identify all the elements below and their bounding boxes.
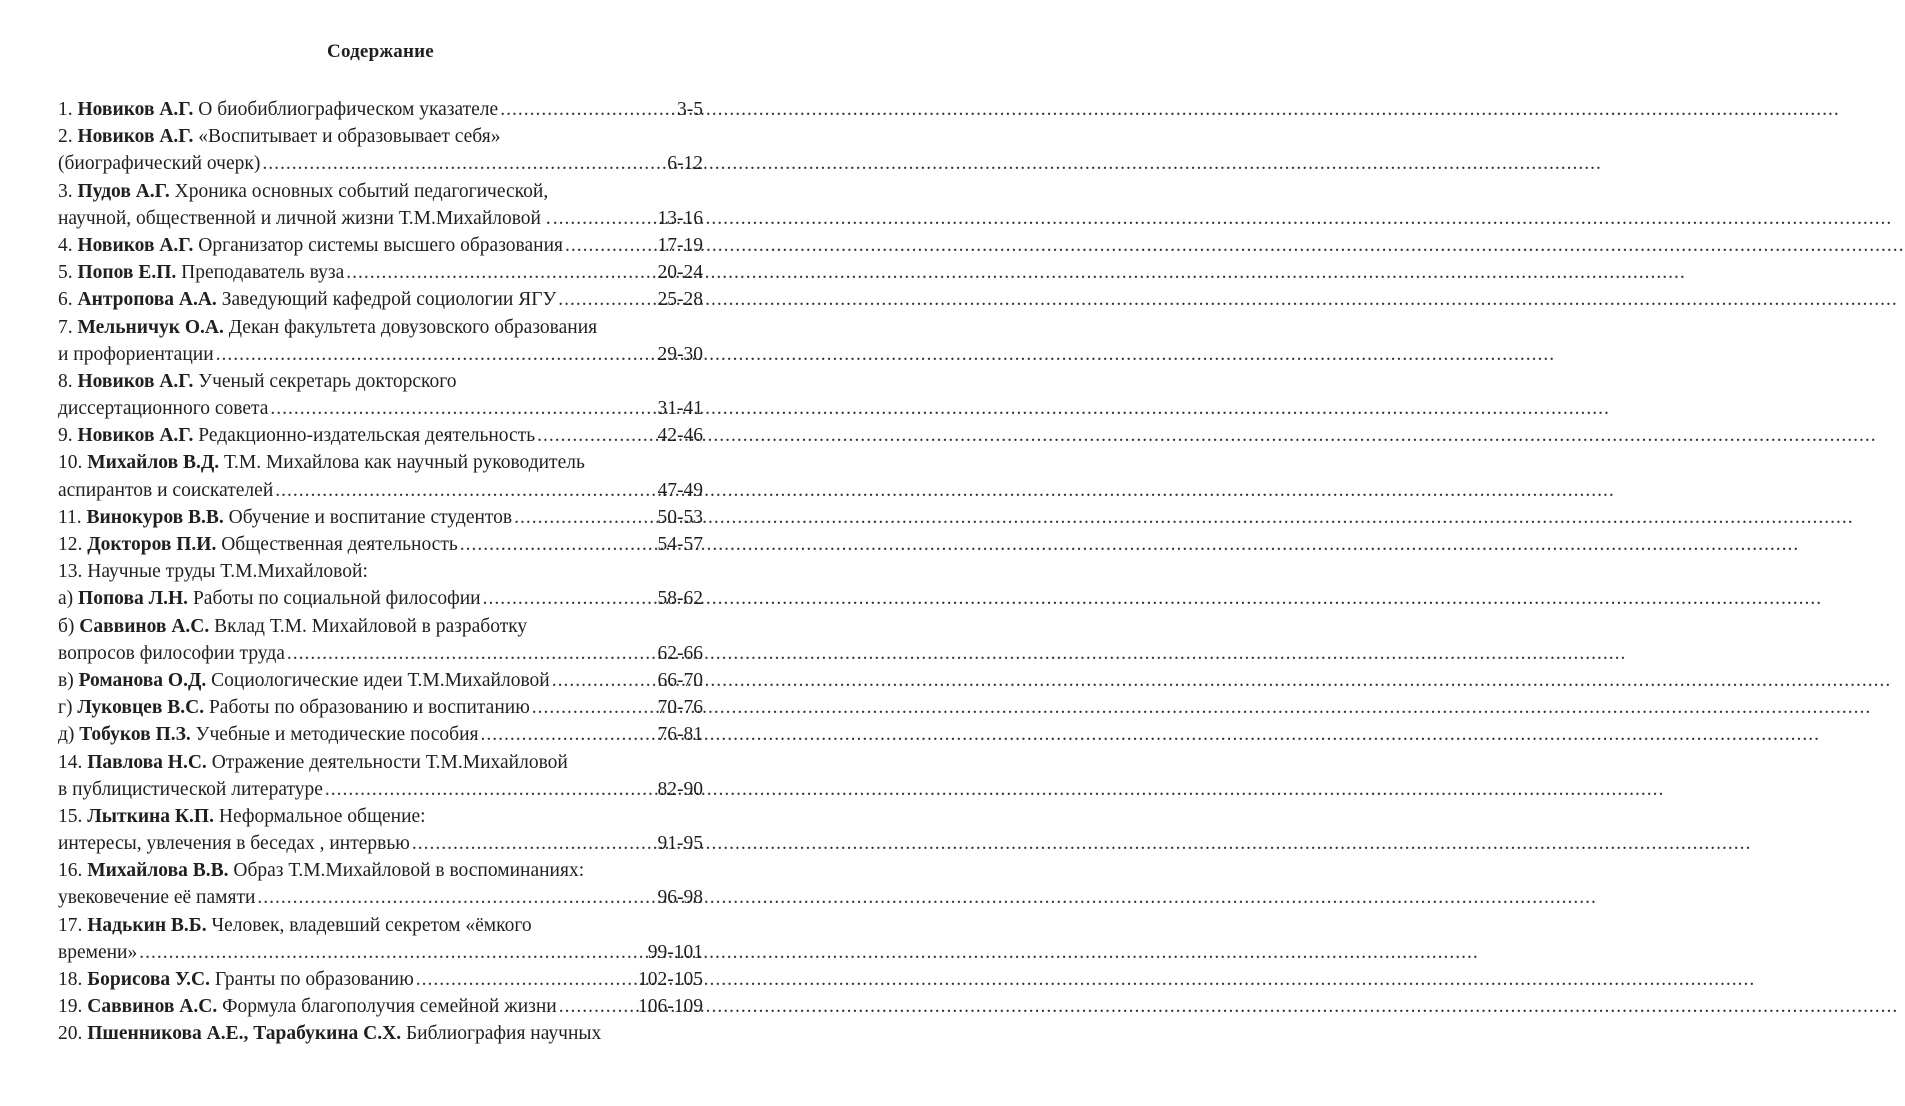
toc-entry-text [58,857,584,884]
toc-entry-title: Научные труды Т.М.Михайловой: [87,561,368,583]
toc-entry-title: Работы по образованию и воспитанию [208,697,530,719]
toc-entry-title: Человек, владевший секретом «ёмкого [211,914,532,936]
toc-entry-title: диссертационного совета [58,398,269,420]
toc-entry-number: 2. [58,126,78,148]
toc-entry-pages: 62-66 [657,642,703,664]
toc-entry-pages: 54-57 [657,534,703,555]
toc-line [58,1020,703,1047]
toc-line [58,477,703,504]
toc-entry-title: «Воспитывает и образовывает себя» [198,126,501,148]
toc-entry-pages: 91-95 [657,833,703,855]
toc-entry-title: Ученый секретарь докторского [198,370,457,392]
toc-entry-text [58,694,530,721]
toc-entry-text [58,96,498,123]
toc-entry-pages: 76-81 [657,724,703,746]
toc-line [58,558,703,585]
toc-entry-text [58,341,214,368]
toc-entry-text [58,504,512,531]
toc-leader-dots [460,531,656,558]
toc-leader-dots [287,640,656,667]
toc-line [58,993,703,1020]
toc-entry-text [58,395,268,422]
toc-entry-title: Хроника основных событий педагогической, [174,180,549,202]
toc-leader-dots [325,776,656,803]
toc-entry-pages: 47-49 [657,479,703,501]
toc-leader-dots [532,694,656,721]
toc-entry-text [58,449,585,476]
toc-entry-number: 16. [58,860,88,882]
toc-entry-title: увековечение её памяти [58,887,256,909]
toc-entry-text [58,531,458,558]
toc-entry-title: Заведующий кафедрой социологии ЯГУ [221,289,557,311]
toc-entry-text [58,422,535,449]
toc-entry-text [58,966,414,993]
toc-entry-title: Вклад Т.М. Михайловой в разработку [214,615,528,637]
toc-entry-title: Отражение деятельности Т.М.Михайловой [211,751,568,773]
toc-line [58,341,703,368]
toc-entry-title: Образ Т.М.Михайловой в воспоминаниях: [233,860,585,882]
toc-entry-text [58,776,323,803]
toc-leader-dots [565,232,656,259]
toc-leader-dots [483,585,656,612]
toc-entry-text [58,178,548,205]
toc-entry-text [58,912,532,939]
toc-leader-dots [553,205,656,232]
toc-line [58,966,703,993]
toc-entry-text [58,558,368,585]
toc-entry-text [58,286,556,313]
toc-line [58,205,703,232]
toc-entry-number: а) [58,588,79,610]
toc-entry-number: г) [58,697,78,719]
toc-entry-author: Новиков А.Г. [77,370,194,392]
toc-entry-author: Саввинов А.С. [79,615,210,637]
toc-entry-title: Социологические идеи Т.М.Михайловой [211,669,550,691]
toc-entry-author: Новиков А.Г. [77,126,194,148]
toc-entry-pages: 50-53 [657,506,703,528]
toc-entry-number: 20. [58,1023,88,1045]
toc-entry-number: 6. [58,289,78,311]
toc-entry-pages: 102-105 [638,969,703,990]
toc-line [58,504,703,531]
toc-entry-author: Попова Л.Н. [78,588,189,610]
toc-leader-dots [481,721,656,748]
toc-line [58,422,703,449]
toc-leader-dots [552,667,656,694]
toc-line [58,531,703,558]
toc-entry-pages: 25-28 [657,289,703,311]
toc-leader-dots [558,286,655,313]
toc-entry-number: 7. [58,316,78,338]
toc-entry-text [58,314,597,341]
toc-entry-number: 12. [58,534,88,555]
toc-entry-title: научной, общественной и личной жизни Т.М.Михайловой . [58,207,551,229]
toc-entry-number: 3. [58,180,78,202]
toc-leader-dots [139,939,646,966]
toc-line [58,96,703,123]
toc-entry-text [58,721,479,748]
toc-entry-title: в публицистической литературе [58,778,323,800]
toc-entry-text [58,368,457,395]
toc-entry-number: 17. [58,914,88,936]
toc-entry-text [58,830,410,857]
toc-leader-dots [216,341,656,368]
toc-leader-dots [537,422,655,449]
toc-entry-number: 13. [58,561,88,583]
toc-entry-number: 10. [58,452,88,474]
toc-entry-number: 1. [58,99,78,120]
toc-entry-title: Библиография научных [405,1023,602,1045]
toc-page [58,40,703,1048]
toc-line [58,395,703,422]
toc-line [58,449,703,476]
toc-entry-author: Новиков А.Г. [77,425,194,447]
toc-entry-title: аспирантов и соискателей [58,479,274,501]
toc-entry-text [58,232,563,259]
toc-leader-dots [514,504,655,531]
toc-entry-text [58,803,426,830]
toc-entry-title: О биобиблиографическом указателе [198,99,499,120]
toc-entry-pages: 66-70 [657,669,703,691]
toc-entry-pages: 96-98 [657,887,703,909]
toc-entry-title: Формула благополучия семейной жизни [222,996,557,1018]
toc-entry-pages: 70-76 [657,697,703,719]
toc-leader-dots [500,96,675,123]
toc-entry-number: 14. [58,751,88,773]
toc-entry-title: Работы по социальной философии [192,588,481,610]
toc-entry-title: Декан факультета довузовского образования [228,316,598,338]
toc-entry-pages: 58-62 [657,588,703,610]
toc-entry-title: Обучение и воспитание студентов [228,506,513,528]
toc-entry-author: Луковцев В.С. [77,697,205,719]
toc-entry-title: Т.М. Михайлова как научный руководитель [224,452,585,474]
toc-line [58,150,703,177]
toc-line [58,939,703,966]
toc-entry-author: Пшенникова А.Е., Тарабукина С.Х. [87,1023,402,1045]
toc-entry-number: в) [58,669,79,691]
toc-entry-author: Павлова Н.С. [87,751,207,773]
page-title: Содержание [327,41,434,62]
toc-entry-number: 18. [58,969,88,990]
toc-entry-text [58,585,481,612]
toc-entry-pages: 13-16 [657,207,703,229]
toc-entry-text [58,205,551,232]
toc-entry-pages: 31-41 [657,398,703,420]
toc-entry-pages: 82-90 [657,778,703,800]
toc-line [58,912,703,939]
toc-line [58,286,703,313]
toc-entry-number: 11. [58,506,87,528]
toc-entry-text [58,1020,601,1047]
toc-entry-title: Учебные и методические пособия [195,724,479,746]
toc-entry-title: вопросов философии труда [58,642,285,664]
toc-entry-author: Новиков А.Г. [77,234,194,256]
toc-entry-pages: 6-12 [667,153,703,175]
toc-entry-author: Докторов П.И. [87,534,217,555]
toc-entry-text [58,123,500,150]
toc-entry-author: Тобуков П.З. [79,724,191,746]
toc-entry-title: времени» [58,941,138,963]
toc-entry-pages: 99-101 [647,941,703,963]
toc-line [58,694,703,721]
toc-line [58,232,703,259]
toc-entry-title: и профориентации [58,343,214,365]
toc-line [58,314,703,341]
toc-entry-number: 4. [58,234,78,256]
toc-entry-number: 15. [58,805,88,827]
toc-entry-text [58,667,550,694]
toc-line [58,613,703,640]
toc-entry-author: Винокуров В.В. [86,506,224,528]
toc-entry-text [58,259,344,286]
table-of-contents [58,96,703,1048]
toc-entry-author: Надькин В.Б. [87,914,207,936]
toc-line [58,857,703,884]
toc-entry-title: интересы, увлечения в беседах , интервью [58,833,410,855]
toc-line [58,667,703,694]
toc-leader-dots [559,993,636,1020]
toc-line [58,830,703,857]
toc-entry-title: Неформальное общение: [218,805,426,827]
toc-entry-author: Лыткина К.П. [87,805,214,827]
toc-entry-pages: 29-30 [657,343,703,365]
toc-line [58,123,703,150]
toc-entry-text [58,477,273,504]
toc-line [58,640,703,667]
toc-leader-dots [412,830,656,857]
toc-entry-pages: 20-24 [657,262,703,284]
toc-entry-author: Саввинов А.С. [87,996,218,1018]
toc-line [58,749,703,776]
toc-entry-text [58,993,557,1020]
toc-entry-text [58,939,137,966]
toc-entry-text [58,884,255,911]
toc-entry-title: Общественная деятельность [221,534,458,555]
toc-entry-author: Новиков А.Г. [77,99,194,120]
toc-line [58,585,703,612]
toc-entry-author: Борисова У.С. [87,969,211,990]
toc-entry-number: 9. [58,425,78,447]
toc-entry-text [58,749,568,776]
toc-line [58,884,703,911]
toc-entry-pages: 42-46 [657,425,703,447]
toc-entry-text [58,640,285,667]
toc-leader-dots [275,477,655,504]
toc-entry-title: (биографический очерк) [58,153,261,175]
toc-leader-dots [257,884,655,911]
toc-entry-number: 5. [58,262,78,284]
toc-entry-number: б) [58,615,80,637]
toc-entry-author: Антропова А.А. [77,289,217,311]
toc-line [58,721,703,748]
toc-line [58,259,703,286]
toc-entry-number: д) [58,724,80,746]
toc-entry-author: Романова О.Д. [78,669,207,691]
toc-entry-title: Организатор системы высшего образования [198,234,563,256]
toc-entry-number: 19. [58,996,88,1018]
toc-entry-author: Михайлов В.Д. [87,452,220,474]
toc-line [58,776,703,803]
toc-entry-pages: 17-19 [657,234,703,256]
toc-entry-title: Гранты по образованию [214,969,414,990]
toc-entry-text [58,150,260,177]
toc-entry-text [58,613,527,640]
toc-line [58,368,703,395]
toc-entry-author: Мельничук О.А. [77,316,224,338]
toc-entry-author: Попов Е.П. [77,262,177,284]
toc-leader-dots [416,966,636,993]
toc-entry-author: Пудов А.Г. [77,180,170,202]
toc-leader-dots [346,259,655,286]
toc-line [58,178,703,205]
toc-line [58,803,703,830]
toc-leader-dots [270,395,655,422]
toc-entry-author: Михайлова В.В. [87,860,229,882]
toc-entry-pages: 3-5 [677,99,703,120]
toc-leader-dots [262,150,665,177]
toc-entry-title: Редакционно-издательская деятельность [198,425,536,447]
toc-entry-pages: 106-109 [638,996,703,1018]
toc-entry-number: 8. [58,370,78,392]
toc-entry-title: Преподаватель вуза [181,262,345,284]
